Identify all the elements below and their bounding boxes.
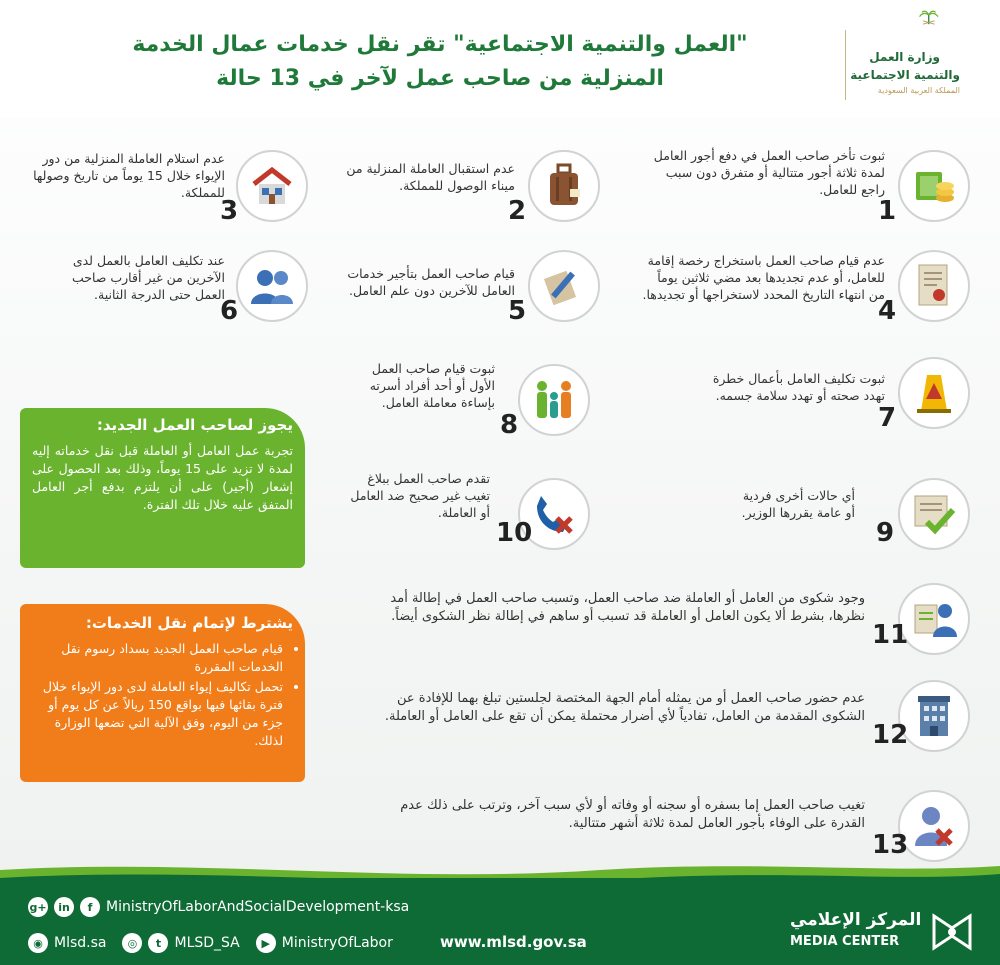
facebook-icon[interactable]: f: [80, 897, 100, 917]
snapchat-icon[interactable]: ◉: [28, 933, 48, 953]
contract-pen-icon: [528, 250, 600, 322]
case-text: تقدم صاحب العمل ببلاغ تغيب غير صحيح ضد العامل أو العاملة.: [350, 471, 490, 520]
building-icon: [898, 680, 970, 752]
social-row-1: [28, 897, 409, 917]
family-icon: [518, 364, 590, 436]
case-number: 13: [872, 830, 909, 860]
case-text: عدم حضور صاحب العمل أو من يمثله أمام الجهة المختصة لجلستين تبلغ بهما للإفادة عن الشكوى المقدمة من العامل، تفادياً لأي أضرار محتملة يمكن أن تقع على العامل أو العاملة.: [384, 691, 865, 724]
case-number: 2: [508, 196, 527, 226]
youtube-icon[interactable]: ▶: [256, 933, 276, 953]
media-center-logo-icon: [930, 910, 974, 954]
case-text: أي حالات أخرى فردية أو عامة يقررها الوزير.: [741, 488, 855, 520]
case-text: وجود شكوى من العامل أو العاملة ضد صاحب العمل، وتسبب صاحب العمل في إطالة أمد نظرها، بشرط ألا يكون العامل أو العاملة قد تسبب أو ساهم في إطالة نظر الشكوى أيضاً.: [390, 591, 865, 624]
twitter-icon[interactable]: t: [148, 933, 168, 953]
condition-item: • قيام صاحب العمل الجديد بسداد رسوم نقل الخدمات المقررة: [30, 640, 283, 676]
transfer-conditions-box: [20, 604, 305, 782]
case-number: 11: [872, 620, 909, 650]
case-number: 3: [220, 196, 239, 226]
case-number: 12: [872, 720, 909, 750]
case-number: 1: [878, 196, 897, 226]
case-number: 10: [496, 518, 533, 548]
orange-box-heading: يشترط لإتمام نقل الخدمات:: [85, 614, 293, 632]
social-row-2: [28, 933, 393, 953]
case-number: 7: [878, 403, 897, 433]
case-number: 8: [500, 410, 519, 440]
twitter-handle[interactable]: MLSD_SA: [174, 935, 240, 951]
media-center-arabic: المركز الإعلامي: [790, 910, 922, 930]
case-text: عدم استقبال العاملة المنزلية من ميناء الوصول للمملكة.: [346, 161, 515, 193]
snap-handle[interactable]: Mlsd.sa: [54, 935, 107, 951]
logo-text-1: وزارة العمل: [869, 50, 940, 64]
google-plus-icon[interactable]: g+: [28, 897, 48, 917]
header: [0, 0, 1000, 118]
ministry-logo-icon: [850, 10, 980, 50]
money-icon: [898, 150, 970, 222]
case-number: 6: [220, 296, 239, 326]
case-text: تغيب صاحب العمل إما بسفره أو سجنه أو وفاته أو لأي سبب آخر، وترتب على ذلك عدم القدرة على الوفاء بأجور العامل لمدة ثلاثة أشهر متتالية.: [400, 798, 865, 831]
linkedin-icon[interactable]: in: [54, 897, 74, 917]
logo-text-3: المملكة العربية السعودية: [877, 86, 960, 95]
page-title: [70, 28, 810, 96]
person-cross-icon: [898, 790, 970, 862]
website-link[interactable]: www.mlsd.gov.sa: [440, 933, 587, 951]
case-number: 5: [508, 296, 527, 326]
new-employer-allowed-box: [20, 408, 305, 568]
case-text: عند تكليف العامل بالعمل لدى الآخرين من غير أقارب صاحب العمل حتى الدرجة الثانية.: [71, 253, 225, 302]
instagram-icon[interactable]: ◎: [122, 933, 142, 953]
conditions-list: [30, 640, 297, 752]
house-icon: [236, 150, 308, 222]
logo-text-2: والتنمية الاجتماعية: [850, 68, 960, 82]
warning-sign-icon: [898, 357, 970, 429]
case-text: ثبوت قيام صاحب العمل الأول أو أحد أفراد أسرته بإساءة معاملة العامل.: [369, 361, 495, 410]
case-number: 4: [878, 296, 897, 326]
condition-item: • تحمل تكاليف إيواء العاملة لدى دور الإيواء خلال فترة بقائها فيها بواقع 150 ريالاً عن كل يوم أو جزء من اليوم، وفق الآلية التي تضعها الوزارة لذلك.: [30, 678, 283, 750]
case-number: 9: [876, 518, 895, 548]
case-text: قيام صاحب العمل بتأجير خدمات العامل للآخرين دون علم العامل.: [347, 266, 515, 298]
title-line-1: "العمل والتنمية الاجتماعية" تقر نقل خدمات عمال الخدمة: [132, 32, 748, 57]
complaint-icon: [898, 583, 970, 655]
people-icon: [236, 250, 308, 322]
social-handle[interactable]: MinistryOfLaborAndSocialDevelopment-ksa: [106, 899, 410, 915]
luggage-icon: [528, 150, 600, 222]
logo-divider: [845, 30, 846, 100]
media-center-english: MEDIA CENTER: [790, 934, 900, 949]
case-text: ثبوت تكليف العامل بأعمال خطرة تهدد صحته أو تهدد سلامة جسمه.: [712, 371, 885, 403]
case-text: عدم قيام صاحب العمل باستخراج رخصة إقامة للعامل، أو عدم تجديدها بعد مضي ثلاثين يوماً من انتهاء التاريخ المحدد لاستخراجها أو تجديدها.: [642, 253, 885, 302]
certificate-icon: [898, 250, 970, 322]
youtube-handle[interactable]: MinistryOfLabor: [281, 935, 393, 951]
green-box-heading: يجوز لصاحب العمل الجديد:: [96, 416, 293, 434]
case-text: ثبوت تأخر صاحب العمل في دفع أجور العامل لمدة ثلاثة أجور متتالية أو متفرق دون سبب راجع للعامل.: [653, 148, 885, 197]
document-check-icon: [898, 478, 970, 550]
green-box-body: تجربة عمل العامل أو العاملة قبل نقل خدماته إليه لمدة لا تزيد على 15 يوماً، وذلك بعد الحصول على إشعار (أجير) على أن يلتزم بدفع أجر العامل المتفق عليه خلال تلك الفترة.: [32, 443, 293, 512]
title-line-2: المنزلية من صاحب عمل لآخر في 13 حالة: [216, 66, 664, 91]
case-text: عدم استلام العاملة المنزلية من دور الإيواء خلال 15 يوماً من تاريخ وصولها للمملكة.: [33, 151, 225, 200]
